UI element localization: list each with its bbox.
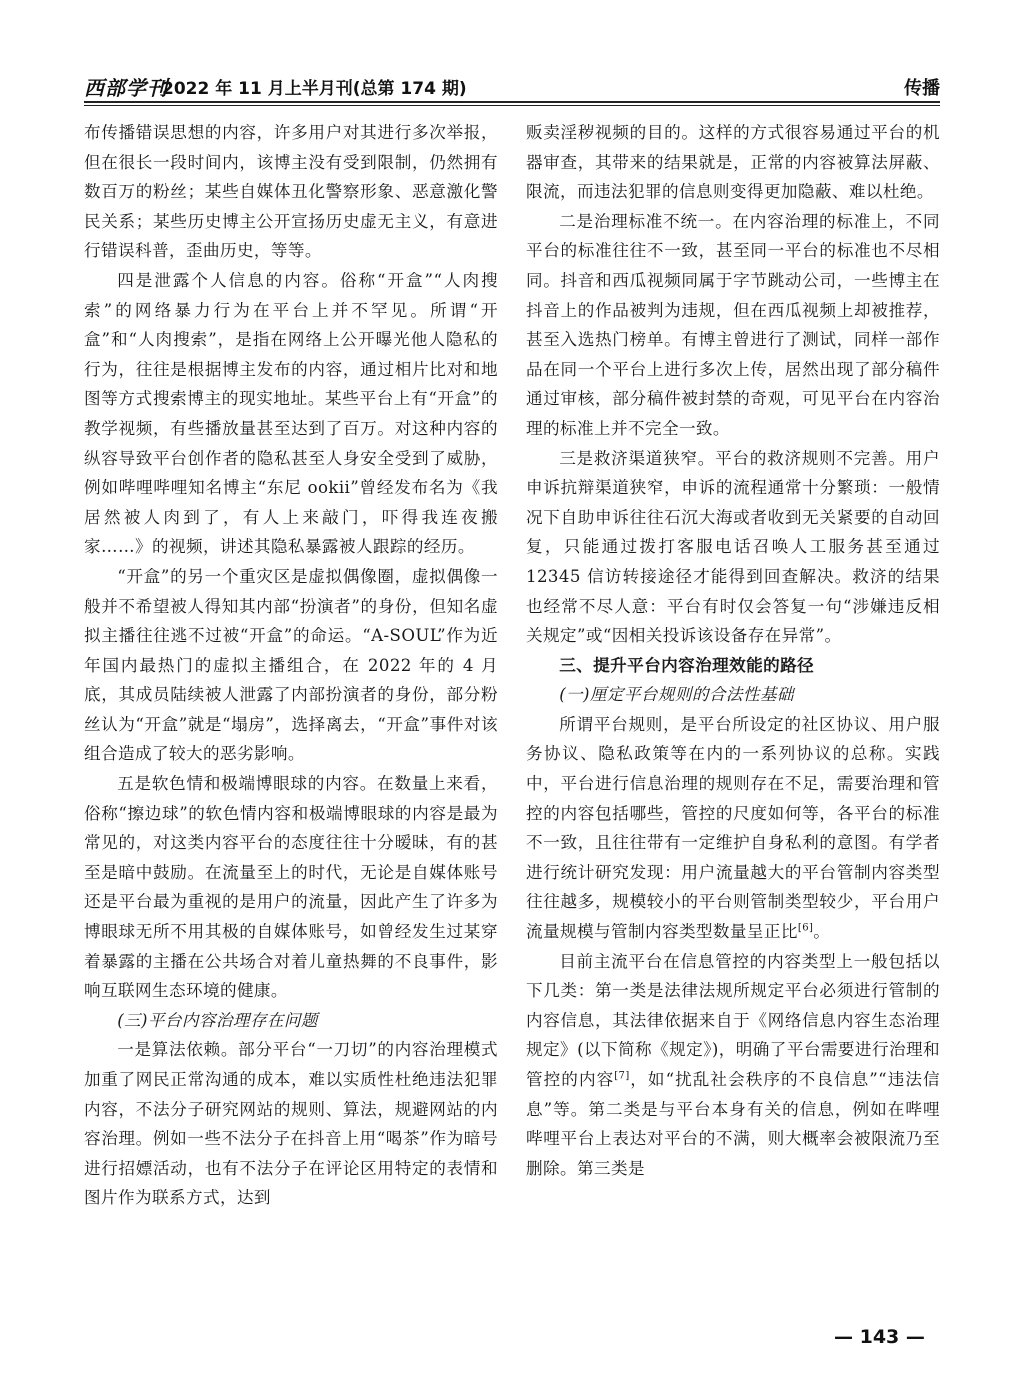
right-column bbox=[526, 118, 940, 1183]
paragraph: 五是软色情和极端博眼球的内容。在数量上来看，俗称“擦边球”的软色情内容和极端博眼球的内容是最为常见的，对这类内容平台的态度往往十分暧昧，有的甚至是暗中鼓励。在流量至上的时代，无论是自媒体账号还是平台最为重视的是用户的流量，因此产生了许多为博眼球无所不用其极的自媒体账号，如曾经发生过某穿着暴露的主播在公共场合对着儿童热舞的不良事件，影响互联网生态环境的健康。 bbox=[84, 774, 498, 1001]
journal-logo: 西部学刊 bbox=[84, 76, 168, 100]
header-rule bbox=[84, 101, 940, 103]
paragraph-text: 所谓平台规则，是平台所设定的社区协议、用户服务协议、隐私政策等在内的一系列协议的总称。实践中，平台进行信息治理的规则存在不足，需要治理和管控的内容包括哪些，管控的尺度如何等，各平台的标准不一致，且往往带有一定维护自身私利的意图。有学者进行统计研究发现：用户流量越大的平台管制内容类型往往越多，规模较小的平台则管制类型较少，平台用户流量规模与管制内容类型数量呈正比 bbox=[526, 714, 940, 942]
section-heading: 三、提升平台内容治理效能的路径 bbox=[559, 655, 815, 675]
page-number: — 143 — bbox=[834, 1326, 925, 1348]
paragraph: 二是治理标准不统一。在内容治理的标准上，不同平台的标准往往不一致，甚至同一平台的标准也不尽相同。抖音和西瓜视频同属于字节跳动公司，一些博主在抖音上的作品被判为违规，但在西瓜视频上却被推荐，甚至入选热门榜单。有博主曾进行了测试，同样一部作品在同一个平台上进行多次上传，居然出现了部分稿件通过审核，部分稿件被封禁的奇观，可见平台在内容治理的标准上并不完全一致。 bbox=[526, 211, 940, 438]
paragraph: 三是救济渠道狭窄。平台的救济规则不完善。用户申诉抗辩渠道狭窄，申诉的流程通常十分繁琐：一般情况下自助申诉往往石沉大海或者收到无关紧要的自动回复，只能通过拨打客服电话召唤人工服务甚至通过 12345 信访转接途径才能得到回查解决。救济的结果也经常不尽人意：平台有时仅会答复一句“涉嫌违反相关规定”或“因相关投诉该设备存在异常”。 bbox=[526, 448, 940, 646]
paragraph-text: 目前主流平台在信息管控的内容类型上一般包括以下几类：第一类是法律法规所规定平台必须进行管制的内容信息，其法律依据来自于《网络信息内容生态治理规定》(以下简称《规定》)，明确了平台需要进行治理和管控的内容 bbox=[526, 951, 940, 1089]
page-header bbox=[84, 70, 940, 104]
section-name: 传播 bbox=[904, 78, 940, 99]
paragraph: 布传播错误思想的内容，许多用户对其进行多次举报，但在很长一段时间内，该博主没有受到限制，仍然拥有数百万的粉丝；某些自媒体丑化警察形象、恶意激化警民关系；某些历史博主公开宣扬历史虚无主义，有意进行错误科普，歪曲历史，等等。 bbox=[84, 123, 498, 261]
paragraph-text-end: ，如“扰乱社会秩序的不良信息”“违法信息”等。第二类是与平台本身有关的信息，例如在哔哩哔哩平台上表达对平台的不满，则大概率会被限流乃至删除。第三类是 bbox=[526, 1070, 940, 1178]
paragraph-text-end: 。 bbox=[813, 922, 831, 942]
header-rule-thin bbox=[84, 105, 940, 106]
subsection-heading: (三)平台内容治理存在问题 bbox=[117, 1010, 318, 1030]
paragraph: “开盒”的另一个重灾区是虚拟偶像圈，虚拟偶像一般并不希望被人得知其内部“扮演者”的身份，但知名虚拟主播往往逃不过被“开盒”的命运。“A-SOUL”作为近年国内最热门的虚拟主播组合，在 2022 年的 4 月底，其成员陆续被人泄露了内部扮演者的身份，部分粉丝认为“开盒”就是“塌房”，选择离去，“开盒”事件对该组合造成了较大的恶劣影响。 bbox=[84, 566, 498, 764]
paragraph: 贩卖淫秽视频的目的。这样的方式很容易通过平台的机器审查，其带来的结果就是，正常的内容被算法屏蔽、限流，而违法犯罪的信息则变得更加隐蔽、难以杜绝。 bbox=[526, 123, 940, 202]
paragraph: 四是泄露个人信息的内容。俗称“开盒”“人肉搜索”的网络暴力行为在平台上并不罕见。所谓“开盒”和“人肉搜索”，是指在网络上公开曝光他人隐私的行为，往往是根据博主发布的内容，通过相片比对和地图等方式搜索博主的现实地址。某些平台上有“开盒”的教学视频，有些播放量甚至达到了百万。对这种内容的纵容导致平台创作者的隐私甚至人身安全受到了威胁，例如哔哩哔哩知名博主“东尼 ookii”曾经发布名为《我居然被人肉到了，有人上来敲门，吓得我连夜搬家……》的视频，讲述其隐私暴露被人跟踪的经历。 bbox=[84, 270, 498, 557]
citation-ref: [6] bbox=[797, 922, 814, 934]
paragraph bbox=[526, 710, 940, 947]
citation-ref: [7] bbox=[614, 1070, 630, 1082]
left-column bbox=[84, 118, 498, 1213]
paragraph: 一是算法依赖。部分平台“一刀切”的内容治理模式加重了网民正常沟通的成本，难以实质性杜绝违法犯罪内容，不法分子研究网站的规则、算法，规避网站的内容治理。例如一些不法分子在抖音上用“喝茶”作为暗号进行招嫖活动，也有不法分子在评论区用特定的表情和图片作为联系方式，达到 bbox=[84, 1040, 498, 1208]
paragraph bbox=[526, 947, 940, 1184]
subsection-heading: (一)厘定平台规则的合法性基础 bbox=[559, 685, 794, 705]
issue-info: 2022 年 11 月上半月刊(总第 174 期) bbox=[162, 79, 467, 99]
